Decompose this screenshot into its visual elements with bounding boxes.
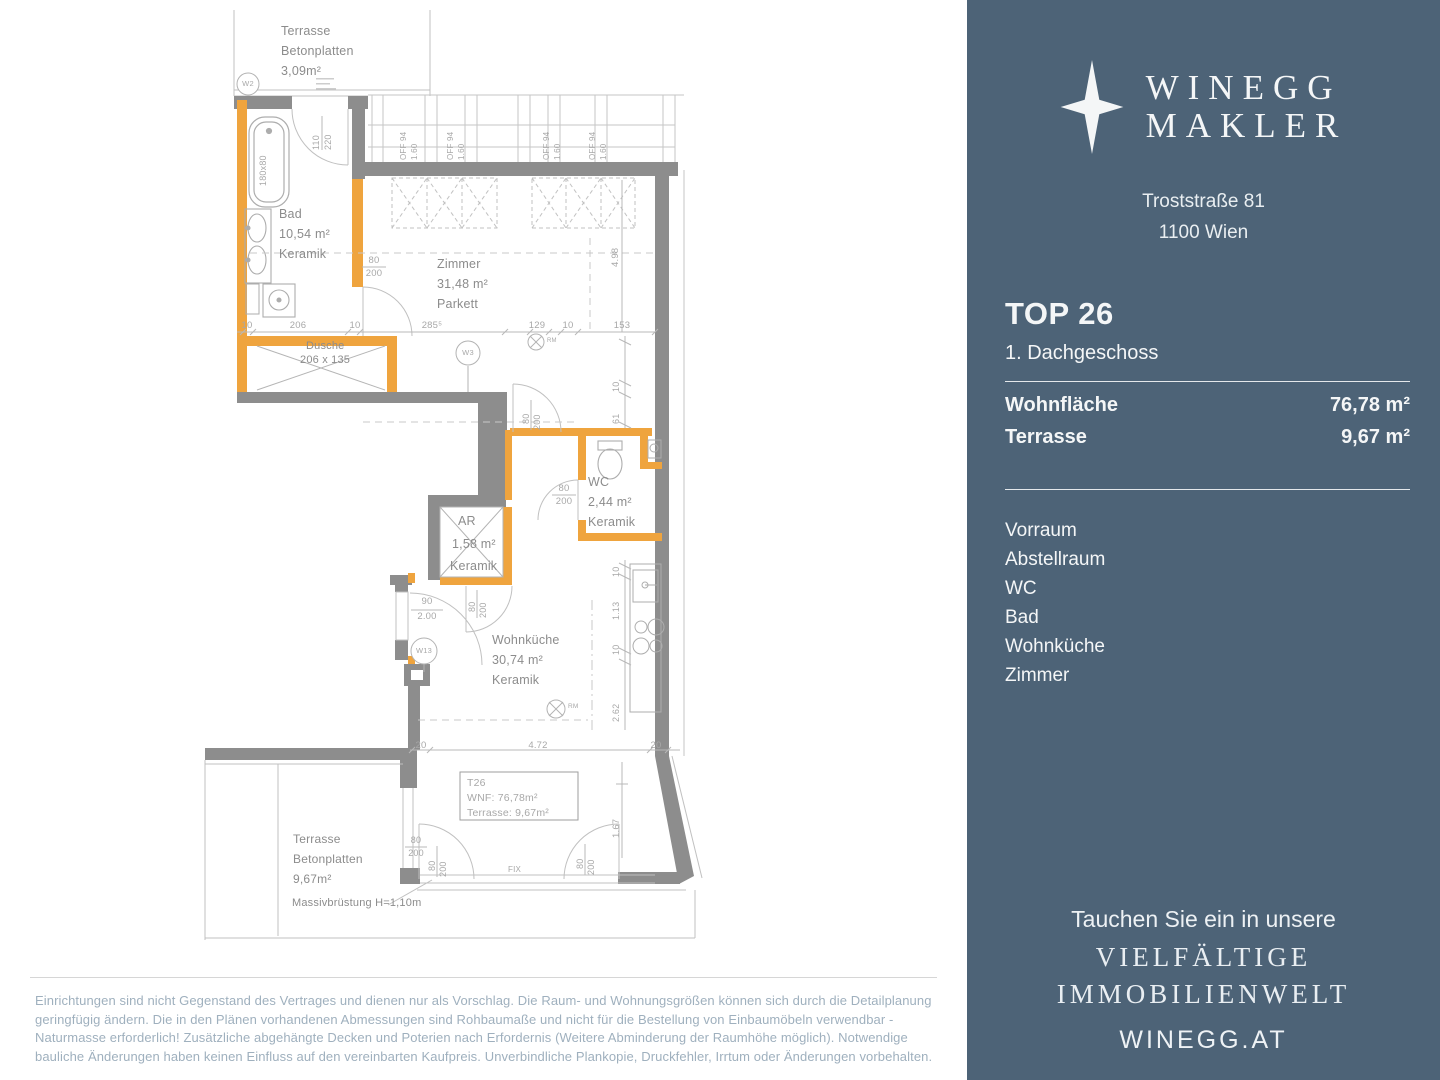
plan-label: W2 xyxy=(242,79,254,88)
plan-label: W13 xyxy=(415,646,433,655)
room-list-item: Wohnküche xyxy=(1005,636,1105,657)
plan-label: 1.60 xyxy=(410,143,419,160)
room-list-item: WC xyxy=(1005,578,1037,599)
plan-label: OFF 94 xyxy=(542,131,551,160)
plan-label: 80 xyxy=(521,413,531,424)
plan-label: 10 xyxy=(241,320,253,331)
plan-label: Parkett xyxy=(437,297,478,311)
plan-label: Keramik xyxy=(450,559,498,573)
plan-label: Betonplatten xyxy=(293,852,363,866)
plan-label: Bad xyxy=(279,207,302,221)
plan-label: 30,74 m² xyxy=(492,653,543,667)
footer-highlight-line1: VIELFÄLTIGE xyxy=(1095,942,1312,972)
plan-label: Terrasse xyxy=(281,24,331,38)
plan-divider-line xyxy=(30,977,937,978)
plan-label: 10,54 m² xyxy=(279,227,330,241)
plan-label: 206 x 135 xyxy=(300,354,351,366)
plan-label: Dusche xyxy=(306,340,345,352)
plan-label: 80 xyxy=(467,601,477,612)
plan-label: 2.62 xyxy=(611,703,621,722)
plan-label: FIX xyxy=(508,865,522,874)
plan-label: OFF 94 xyxy=(588,131,597,160)
plan-label: 2.00 xyxy=(417,611,437,622)
sidebar xyxy=(967,0,1440,1080)
metric-value: 9,67 m² xyxy=(1341,426,1410,448)
plan-label: 80 xyxy=(427,860,437,871)
plan-label: 90 xyxy=(421,596,433,607)
plan-label: Zimmer xyxy=(437,257,481,271)
plan-label: Massivbrüstung H=1,10m xyxy=(292,897,422,909)
footer-highlight-line2: IMMOBILIENWELT xyxy=(1056,979,1351,1009)
plan-label: 20 xyxy=(415,740,427,751)
plan-label: OFF 94 xyxy=(399,131,408,160)
plan-label: 80 xyxy=(410,835,422,845)
divider-bottom xyxy=(1005,489,1410,490)
website-url: WINEGG.AT xyxy=(1119,1026,1288,1054)
metric-value: 76,78 m² xyxy=(1329,394,1410,416)
plan-label: 1,58 m² xyxy=(452,537,496,551)
unit-floor: 1. Dachgeschoss xyxy=(1005,342,1159,364)
room-list-item: Zimmer xyxy=(1005,665,1070,686)
plan-label: 10 xyxy=(349,320,361,331)
office-address xyxy=(967,186,1440,248)
room-list-item: Bad xyxy=(1005,607,1039,628)
plan-label: 2,44 m² xyxy=(588,495,632,509)
plan-label: 200 xyxy=(532,414,542,430)
brand-name-line2: MAKLER xyxy=(1145,106,1348,145)
plan-label: 10 xyxy=(562,320,574,331)
plan-label: WC xyxy=(588,475,610,489)
plan-label: Keramik xyxy=(492,673,540,687)
plan-label: RM xyxy=(547,338,557,344)
divider-top xyxy=(1005,381,1410,382)
plan-label: 9,67m² xyxy=(293,872,332,886)
plan-label: 1.60 xyxy=(553,143,562,160)
brand-name-line1: WINEGG xyxy=(1145,68,1342,107)
plan-label: 129 xyxy=(528,320,546,331)
plan-label: 180x80 xyxy=(258,155,268,186)
metric-label: Wohnfläche xyxy=(1005,394,1118,416)
plan-label: 200 xyxy=(408,848,424,858)
plan-label: 285⁵ xyxy=(421,320,443,331)
plan-label: 20 xyxy=(650,740,662,751)
plan-label: W3 xyxy=(462,348,474,357)
plan-label: Keramik xyxy=(588,515,636,529)
plan-label: AR xyxy=(458,514,476,528)
plan-label: 206 xyxy=(289,320,307,331)
address-street: Troststraße 81 xyxy=(1142,191,1265,212)
plan-label: 200 xyxy=(438,861,448,877)
brand-logo xyxy=(967,60,1440,154)
plan-label: 1.60 xyxy=(457,143,466,160)
plan-label: RM xyxy=(568,703,579,710)
metric-row xyxy=(1005,426,1410,449)
plan-label: 10 xyxy=(611,566,621,577)
plan-label: Terrasse: 9,67m² xyxy=(467,807,549,819)
plan-label: Wohnküche xyxy=(492,633,560,647)
plan-label: 80 xyxy=(575,858,585,869)
plan-label: 153 xyxy=(613,320,631,331)
unit-title: TOP 26 xyxy=(1005,296,1114,331)
plan-label: 200 xyxy=(555,496,573,507)
address-city: 1100 Wien xyxy=(1158,222,1249,243)
metric-label: Terrasse xyxy=(1005,426,1087,448)
plan-label: 61 xyxy=(611,413,621,424)
plan-label: 4.72 xyxy=(528,740,548,751)
plan-label: 200 xyxy=(586,859,596,875)
plan-label: 80 xyxy=(558,483,570,494)
plan-label: T26 xyxy=(467,777,486,789)
plan-label: 31,48 m² xyxy=(437,277,488,291)
plan-label: Terrasse xyxy=(293,832,341,846)
plan-label: 1.13 xyxy=(611,601,621,620)
plan-label: Keramik xyxy=(279,247,327,261)
footer-tagline: Tauchen Sie ein in unsere xyxy=(1071,906,1336,932)
room-list-item: Vorraum xyxy=(1005,520,1077,541)
plan-label: OFF 94 xyxy=(446,131,455,160)
plan-label: 1.67 xyxy=(611,818,622,838)
plan-label: WNF: 76,78m² xyxy=(467,792,538,804)
plan-label: 3,09m² xyxy=(281,64,322,78)
star-icon xyxy=(1060,60,1124,154)
plan-label: 220 xyxy=(323,134,333,150)
disclaimer-text: Einrichtungen sind nicht Gegenstand des Vertrages und dienen nur als Vorschlag. Die Raum- und Wohnungsgrößen können sich durch die Detailplanung geringfügig ändern. Die in den Plänen vorhandenen Abmessungen sind Rohbaumaße und nicht für die Bestellung von Einbaumöbeln verwendbar - Naturmasse erforderlich! Zusätzliche abgehängte Decken und Poterien nach Erfordernis (Weitere Abminderung der Raumhöhe möglich). Notwendige bauliche Änderungen haben keinen Einfluss auf den vereinbarten Kaufpreis. Unverbindliche Plankopie, Druckfehler, Irrtum oder Änderungen vorbehalten. xyxy=(35,993,933,1064)
plan-label: 80 xyxy=(368,255,380,266)
plan-label: 200 xyxy=(365,268,383,279)
plan-label: 10 xyxy=(611,644,621,655)
metric-row xyxy=(1005,394,1410,417)
plan-label: 1.60 xyxy=(599,143,608,160)
plan-label: 200 xyxy=(478,602,488,618)
plan-label: 4.98 xyxy=(610,247,621,267)
room-list xyxy=(1005,516,1105,690)
plan-label: 10 xyxy=(611,381,621,392)
plan-label: 110 xyxy=(311,135,321,150)
plan-label: Betonplatten xyxy=(281,44,354,58)
room-list-item: Abstellraum xyxy=(1005,549,1106,570)
